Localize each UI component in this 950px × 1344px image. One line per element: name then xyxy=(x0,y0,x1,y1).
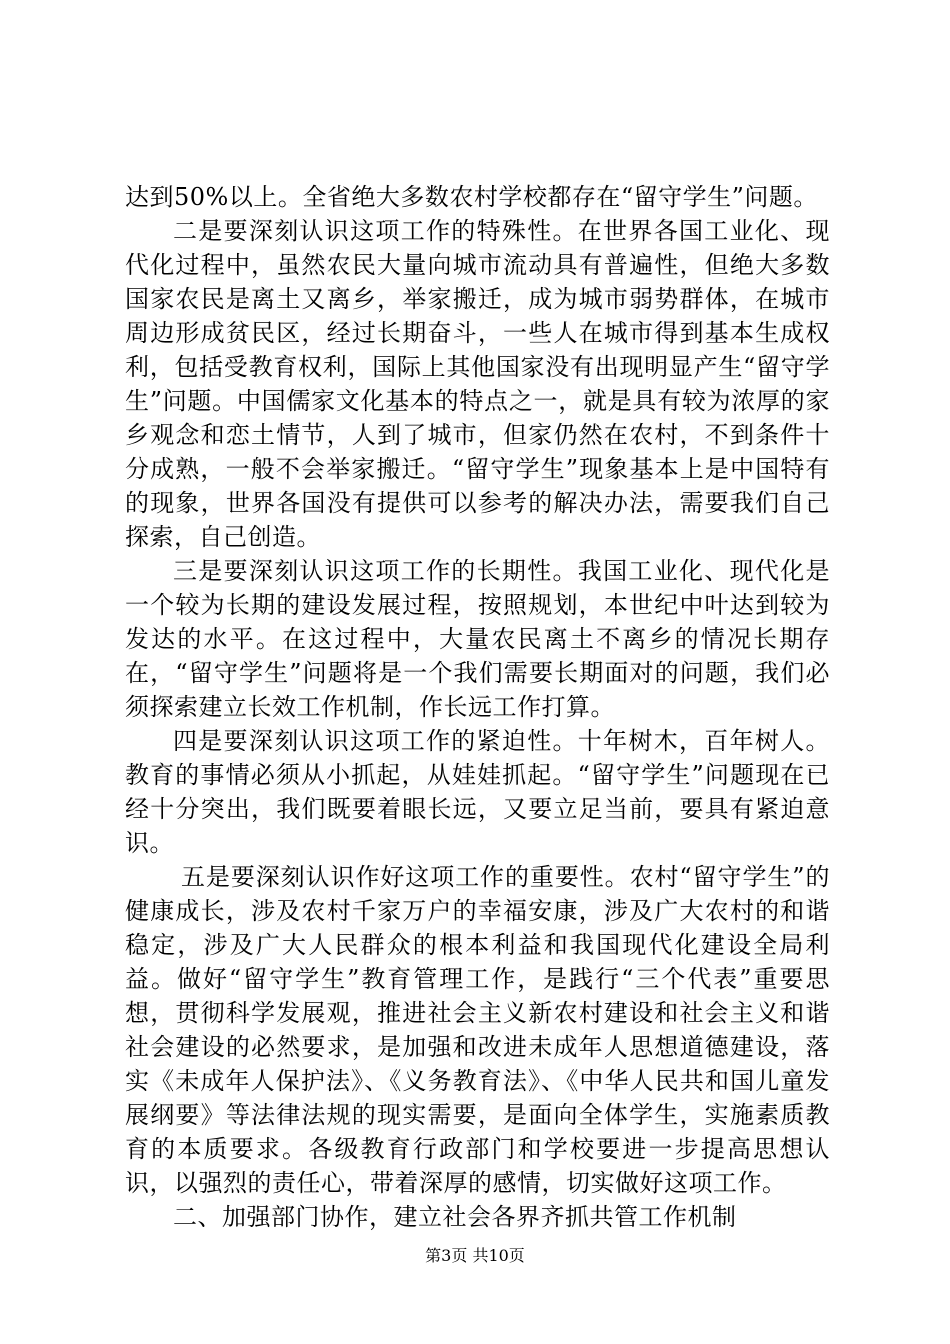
paragraph-particularity: 二是要深刻认识这项工作的特殊性。在世界各国工业化、现代化过程中，虽然农民大量向城市流动具有普遍性，但绝大多数国家农民是离土又离乡，举家搬迁，成为城市弱势群体，在城市周边形成贫民区，经过长期奋斗，一些人在城市得到基本生成权利，包括受教育权利，国际上其他国家没有出现明显产生“留守学生”问题。中国儒家文化基本的特点之一，就是具有较为浓厚的家乡观念和恋土情节，人到了城市，但家仍然在农村，不到条件十分成熟，一般不会举家搬迁。“留守学生”现象基本上是中国特有的现象，世界各国没有提供可以参考的解决办法，需要我们自己探索，自己创造。 xyxy=(125,217,830,551)
section-heading: 二、加强部门协作，建立社会各界齐抓共管工作机制 xyxy=(173,1203,737,1231)
paragraph-continuation: 达到50%以上。全省绝大多数农村学校都存在“留守学生”问题。 xyxy=(125,183,818,211)
paragraph-importance: 五是要深刻认识作好这项工作的重要性。农村“留守学生”的健康成长，涉及农村千家万户的幸福安康，涉及广大农村的和谐稳定，涉及广大人民群众的根本利益和我国现代化建设全局利益。做好“留守学生”教育管理工作，是践行“三个代表”重要思想，贯彻科学发展观，推进社会主义新农村建设和社会主义和谐社会建设的必然要求，是加强和改进未成年人思想道德建设，落实《未成年人保护法》、《义务教育法》、《中华人民共和国儿童发展纲要》等法律法规的现实需要，是面向全体学生，实施素质教育的本质要求。各级教育行政部门和学校要进一步提高思想认识，以强烈的责任心，带着深厚的感情，切实做好这项工作。 xyxy=(125,863,830,1197)
document-body xyxy=(125,180,830,1234)
paragraph-long-term: 三是要深刻认识这项工作的长期性。我国工业化、现代化是一个较为长期的建设发展过程，按照规划，本世纪中叶达到较为发达的水平。在这过程中，大量农民离土不离乡的情况长期存在，“留守学生”问题将是一个我们需要长期面对的问题，我们必须探索建立长效工作机制，作长远工作打算。 xyxy=(125,557,830,721)
page-number-footer: 第3页 共10页 xyxy=(425,1246,525,1265)
paragraph-urgency: 四是要深刻认识这项工作的紧迫性。十年树木，百年树人。教育的事情必须从小抓起，从娃娃抓起。“留守学生”问题现在已经十分突出，我们既要着眼长远，又要立足当前，要具有紧迫意识。 xyxy=(125,727,830,857)
